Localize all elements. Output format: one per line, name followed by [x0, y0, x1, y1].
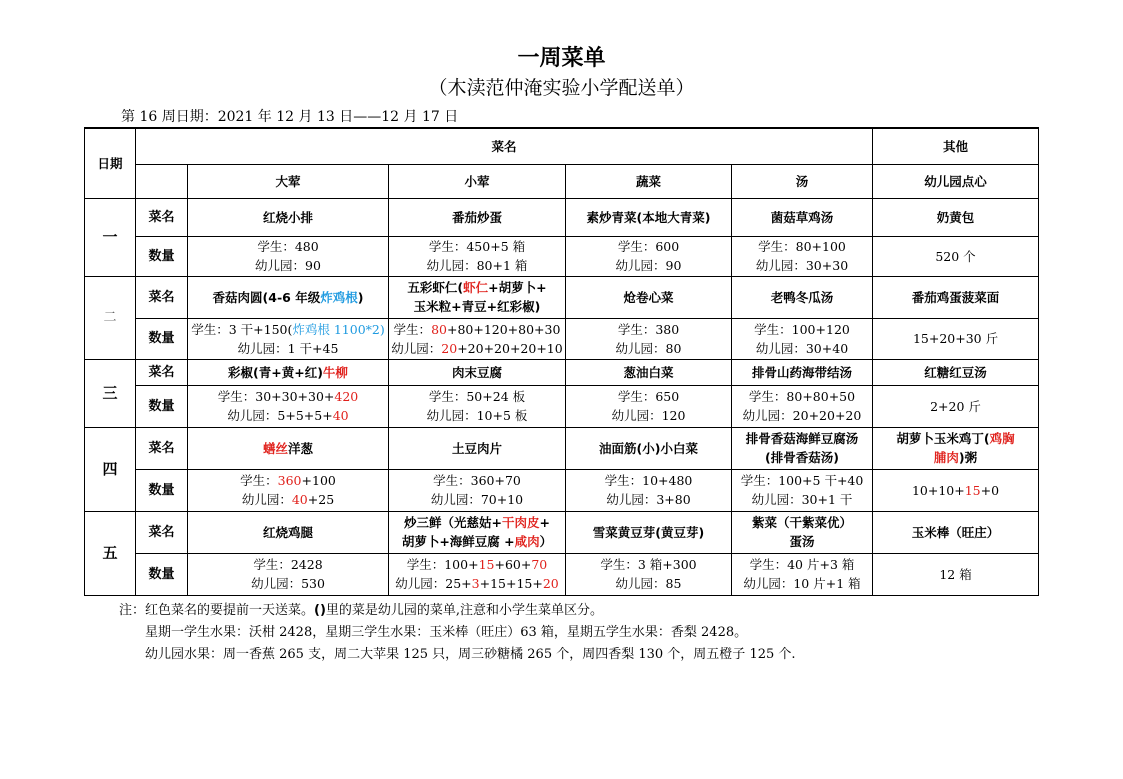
qty-vegetable [566, 236, 732, 276]
qty-soup [732, 469, 873, 511]
qty-small-meat [389, 469, 566, 511]
text-run: )粥 [958, 450, 978, 465]
text-run: 油面筋(小)小白菜 [599, 440, 698, 456]
text-run: 学生：2428 [253, 557, 323, 572]
qty-snack [873, 469, 1039, 511]
day-label: 五 [85, 511, 136, 595]
text-run: 幼儿园： [241, 492, 292, 507]
text-run: 20 [441, 340, 458, 356]
text-run: 15 [478, 557, 495, 572]
qty-soup [732, 236, 873, 276]
week-date-line: 第 16 周日期：2021 年 12 月 13 日——12 月 17 日 [121, 109, 459, 125]
dish-vegetable [566, 511, 732, 553]
text-run: 紫菜（干紫菜优） [752, 515, 853, 530]
text-run: 学生：3 箱+300 [600, 557, 697, 572]
dish-soup [732, 276, 873, 318]
text-run: 干肉皮 [501, 515, 540, 530]
text-run: 幼儿园：90 [255, 258, 321, 273]
text-run: 老鸭冬瓜汤 [770, 289, 834, 305]
row-label-dish: 菜名 [136, 359, 188, 385]
text-run: 360 [277, 473, 302, 488]
dish-vegetable [566, 198, 732, 236]
dish-snack [873, 427, 1039, 469]
dish-snack [873, 198, 1039, 236]
qty-big-meat [188, 236, 389, 276]
text-run: 学生： [240, 473, 278, 488]
qty-small-meat [389, 385, 566, 427]
text-run: 洋葱 [288, 440, 314, 456]
text-run: 学生：450+5 箱 [428, 239, 526, 254]
text-run: 幼儿园：30+30 [755, 258, 849, 273]
text-run: 红烧鸡腿 [262, 524, 313, 540]
text-run: 学生：360+70 [433, 473, 521, 488]
day-label: 四 [85, 427, 136, 511]
text-run: +胡萝卜+ [488, 280, 547, 295]
qty-small-meat [389, 236, 566, 276]
text-run: 学生： [393, 321, 432, 337]
page-title: 一周菜单 [517, 46, 606, 71]
text-run: 学生：100+120 [754, 321, 850, 337]
qty-big-meat [188, 553, 389, 595]
text-run: 胡萝卜+海鲜豆腐 + [401, 534, 515, 549]
qty-soup [732, 318, 873, 359]
qty-snack [873, 318, 1039, 359]
qty-big-meat [188, 385, 389, 427]
qty-soup [732, 553, 873, 595]
row-label-dish: 菜名 [136, 427, 188, 469]
header-soup: 汤 [732, 164, 873, 198]
day-dish-row [85, 511, 1039, 553]
text-run: 幼儿园：530 [251, 576, 325, 591]
text-run: +100 [301, 473, 336, 488]
text-run: 香菇肉圆(4-6 年级 [212, 289, 321, 305]
dish-soup [732, 427, 873, 469]
text-run: 40 [332, 408, 349, 423]
row-label-qty: 数量 [136, 553, 188, 595]
qty-vegetable [566, 553, 732, 595]
note-line-3: 幼儿园水果：周一香蕉 265 支，周二大苹果 125 只，周三砂糖橘 265 个，周四香梨 130 个，周五橙子 125 个. [145, 647, 796, 662]
dish-big-meat [188, 276, 389, 318]
text-run: 70 [531, 557, 548, 572]
dish-big-meat [188, 198, 389, 236]
text-run: 幼儿园：10+5 板 [426, 408, 528, 423]
text-run: 学生：600 [617, 239, 680, 254]
day-qty-row [85, 236, 1039, 276]
text-run: 10+10+ [911, 482, 965, 498]
note-paren: () [314, 603, 326, 618]
text-run: 奶黄包 [936, 209, 975, 225]
day-qty-row [85, 385, 1039, 427]
text-run: 土豆肉片 [451, 440, 502, 456]
dish-small-meat [389, 276, 566, 318]
dish-snack [873, 276, 1039, 318]
text-run: 学生：10+480 [604, 473, 693, 488]
header-big-meat: 大荤 [188, 164, 389, 198]
dish-big-meat [188, 511, 389, 553]
text-run: + [539, 515, 550, 530]
qty-small-meat [389, 318, 566, 359]
day-dish-row [85, 359, 1039, 385]
qty-big-meat [188, 469, 389, 511]
dish-snack [873, 511, 1039, 553]
dish-snack [873, 359, 1039, 385]
text-run: 幼儿园：70+10 [430, 492, 524, 507]
text-run: 幼儿园：20+20+20 [742, 408, 862, 423]
days-body [85, 198, 1039, 595]
text-run: 学生：80+100 [758, 239, 846, 254]
day-qty-row [85, 553, 1039, 595]
day-qty-row [85, 469, 1039, 511]
text-run: 学生：100+ [406, 557, 479, 572]
notes-block [119, 600, 796, 666]
text-run: 2+20 斤 [930, 398, 981, 414]
day-label: 一 [85, 198, 136, 276]
dish-vegetable [566, 359, 732, 385]
text-run: 炸鸡根 1100*2) [292, 321, 385, 337]
text-run: 彩椒(青+黄+红) [228, 364, 323, 380]
text-run: 排骨山药海带结汤 [752, 364, 853, 380]
row-label-dish: 菜名 [136, 276, 188, 318]
text-run: 学生：30+30+30+ [217, 389, 335, 404]
text-run: 520 个 [935, 248, 976, 264]
weekly-menu-table [84, 127, 1039, 596]
text-run: 420 [334, 389, 359, 404]
note-prefix: 注：红色菜名的要提前一天送菜。 [119, 603, 315, 618]
text-run: 幼儿园：30+40 [755, 340, 849, 356]
qty-soup [732, 385, 873, 427]
day-qty-row [85, 318, 1039, 359]
text-run: 葱油白菜 [623, 364, 674, 380]
qty-snack [873, 553, 1039, 595]
text-run: 学生：650 [617, 389, 680, 404]
day-dish-row [85, 276, 1039, 318]
header-vegetable: 蔬菜 [566, 164, 732, 198]
text-run: 15 [964, 482, 981, 498]
text-run: 3 [471, 576, 480, 591]
header-dish-group: 菜名 [136, 128, 873, 164]
text-run: 学生：50+24 板 [428, 389, 526, 404]
text-run: 学生：480 [257, 239, 319, 254]
text-run: 肉末豆腐 [451, 364, 502, 380]
qty-snack [873, 385, 1039, 427]
dish-small-meat [389, 427, 566, 469]
text-run: 80 [431, 321, 447, 337]
row-label-qty: 数量 [136, 236, 188, 276]
text-run: 幼儿园：3+80 [606, 492, 691, 507]
text-run: 五彩虾仁( [407, 280, 464, 295]
text-run: 12 箱 [939, 566, 972, 582]
text-run: 胡萝卜玉米鸡丁( [896, 431, 990, 446]
text-run: +60+ [494, 557, 532, 572]
row-label-dish: 菜名 [136, 511, 188, 553]
text-run: 炒三鲜（光慈姑+ [404, 515, 502, 530]
qty-vegetable [566, 318, 732, 359]
text-run: 学生：3 干+150( [191, 321, 293, 337]
dish-vegetable [566, 427, 732, 469]
day-dish-row [85, 198, 1039, 236]
text-run: 排骨香菇海鲜豆腐汤 [745, 431, 859, 446]
text-run: 红糖红豆汤 [924, 364, 987, 380]
text-run: 幼儿园：80 [615, 340, 682, 356]
text-run: 牛柳 [322, 364, 348, 380]
note-rest: 里的菜是幼儿园的菜单,注意和小学生菜单区分。 [325, 603, 604, 618]
dish-soup [732, 359, 873, 385]
text-run: +20+20+20+10 [457, 340, 563, 356]
text-run: 菌菇草鸡汤 [770, 209, 834, 225]
text-run: 蟮丝 [262, 440, 288, 456]
text-run: 幼儿园：10 片+1 箱 [743, 576, 861, 591]
text-run: 幼儿园：25+ [395, 576, 472, 591]
text-run: 虾仁 [463, 280, 489, 295]
text-run: 玉米棒（旺庄） [911, 524, 1000, 540]
row-label-qty: 数量 [136, 385, 188, 427]
dish-small-meat [389, 511, 566, 553]
text-run: 鸡胸 [989, 431, 1015, 446]
text-run: 素炒青菜(本地大青菜) [586, 209, 711, 225]
qty-vegetable [566, 469, 732, 511]
text-run: 番茄炒蛋 [451, 209, 502, 225]
text-run: 40 [291, 492, 308, 507]
text-run: 幼儿园：30+1 干 [751, 492, 853, 507]
day-label: 二 [85, 276, 136, 359]
header-small-meat: 小荤 [389, 164, 566, 198]
qty-big-meat [188, 318, 389, 359]
text-run: 幼儿园：5+5+5+ [227, 408, 333, 423]
text-run: 蛋汤 [789, 534, 815, 549]
row-label-qty: 数量 [136, 469, 188, 511]
text-run: 幼儿园： [391, 340, 442, 356]
text-run: 15+20+30 斤 [912, 331, 999, 346]
page-subtitle: （木渎范仲淹实验小学配送单） [428, 77, 695, 99]
note-line-2: 星期一学生水果：沃柑 2428，星期三学生水果：玉米棒（旺庄）63 箱，星期五学生水果：香梨 2428。 [145, 625, 748, 640]
text-run: 番茄鸡蛋菠菜面 [911, 289, 1000, 305]
text-run: 学生：40 片+3 箱 [749, 557, 855, 572]
note-line-1 [119, 600, 796, 622]
dish-small-meat [389, 359, 566, 385]
row-label-dish: 菜名 [136, 198, 188, 236]
text-run: 学生：380 [617, 321, 680, 337]
dish-soup [732, 511, 873, 553]
text-run: 炸鸡根 [320, 289, 358, 305]
header-blank [136, 164, 188, 198]
header-date: 日期 [85, 128, 136, 198]
qty-snack [873, 236, 1039, 276]
day-label: 三 [85, 359, 136, 427]
text-run: 幼儿园：1 干+45 [237, 340, 339, 356]
text-run: +25 [307, 492, 335, 507]
dish-small-meat [389, 198, 566, 236]
text-run: +0 [980, 482, 1000, 498]
text-run: 20 [542, 576, 559, 591]
text-run: 咸肉 [514, 534, 540, 549]
day-dish-row [85, 427, 1039, 469]
text-run: 幼儿园：90 [615, 258, 682, 273]
row-label-qty: 数量 [136, 318, 188, 359]
text-run: 学生：80+80+50 [748, 389, 856, 404]
dish-soup [732, 198, 873, 236]
text-run: ) [357, 289, 364, 305]
dish-vegetable [566, 276, 732, 318]
text-run: +15+15+ [479, 576, 543, 591]
text-run: +80+120+80+30 [446, 321, 561, 337]
text-run: 炝卷心菜 [623, 289, 674, 305]
text-run: 幼儿园：120 [611, 408, 686, 423]
text-run: 学生：100+5 干+40 [740, 473, 864, 488]
text-run: (排骨香菇汤) [765, 450, 839, 465]
qty-small-meat [389, 553, 566, 595]
text-run: 雪菜黄豆芽(黄豆芽) [592, 524, 705, 540]
text-run: ） [539, 534, 553, 549]
header-other-group: 其他 [873, 128, 1039, 164]
header-kindergarten-snack: 幼儿园点心 [873, 164, 1039, 198]
text-run: 幼儿园：80+1 箱 [426, 258, 528, 273]
dish-big-meat [188, 359, 389, 385]
text-run: 脯肉 [933, 450, 959, 465]
text-run: 红烧小排 [262, 209, 313, 225]
dish-big-meat [188, 427, 389, 469]
qty-vegetable [566, 385, 732, 427]
text-run: 幼儿园：85 [615, 576, 682, 591]
text-run: 玉米粒+青豆+红彩椒) [413, 299, 541, 314]
